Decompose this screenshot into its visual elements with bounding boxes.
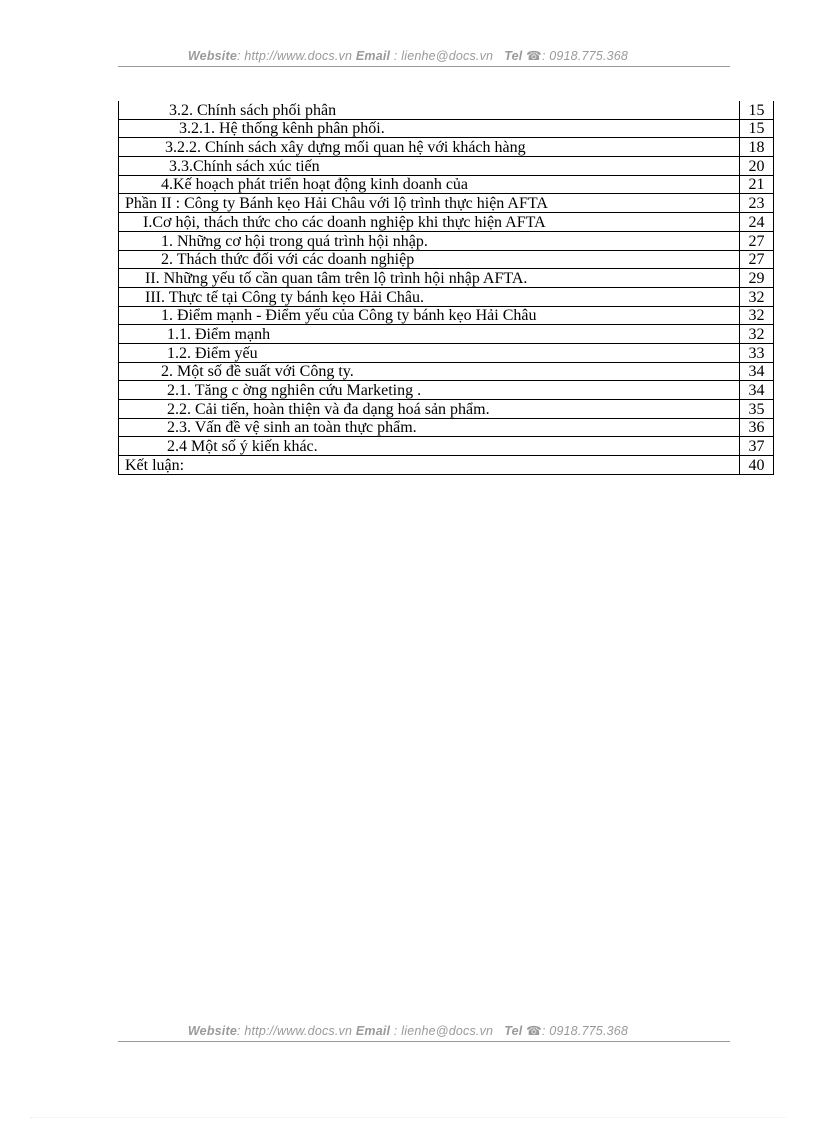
toc-row[interactable] bbox=[119, 418, 774, 437]
toc-entry-page: 24 bbox=[740, 213, 774, 232]
website-url[interactable]: : http://www.docs.vn bbox=[237, 1024, 353, 1038]
toc-row[interactable] bbox=[119, 250, 774, 269]
toc-row[interactable] bbox=[119, 101, 774, 119]
toc-row[interactable] bbox=[119, 213, 774, 232]
website-label: Website bbox=[187, 1024, 237, 1038]
toc-entry-title: 3.2.2. Chính sách xây dựng mối quan hệ với khách hàng bbox=[119, 138, 740, 157]
email-address[interactable]: : lienhe@docs.vn bbox=[390, 49, 494, 63]
toc-row[interactable] bbox=[119, 437, 774, 456]
phone-number: : 0918.775.368 bbox=[541, 49, 629, 63]
toc-entry-title: II. Những yếu tố cần quan tâm trên lộ trình hội nhập AFTA. bbox=[119, 269, 740, 288]
email-address[interactable]: : lienhe@docs.vn bbox=[390, 1024, 494, 1038]
toc-row[interactable] bbox=[119, 362, 774, 381]
toc-entry-page: 20 bbox=[740, 157, 774, 176]
toc-entry-page: 36 bbox=[740, 418, 774, 437]
toc-entry-page: 32 bbox=[740, 287, 774, 306]
toc-row[interactable] bbox=[119, 119, 774, 138]
toc-row[interactable] bbox=[119, 343, 774, 362]
toc-row[interactable] bbox=[119, 269, 774, 288]
phone-icon: ☎ bbox=[526, 1024, 542, 1038]
phone-icon: ☎ bbox=[526, 49, 542, 63]
toc-entry-page: 27 bbox=[740, 231, 774, 250]
toc-entry-title: Phần II : Công ty Bánh kẹo Hải Châu với lộ trình thực hiện AFTA bbox=[119, 194, 740, 213]
toc-entry-title: Kết luận: bbox=[119, 456, 740, 475]
toc-entry-page: 34 bbox=[740, 362, 774, 381]
toc-row[interactable] bbox=[119, 175, 774, 194]
phone-number: : 0918.775.368 bbox=[541, 1024, 629, 1038]
toc-entry-page: 34 bbox=[740, 381, 774, 400]
toc-entry-title: 1.1. Điểm mạnh bbox=[119, 325, 740, 344]
toc-row[interactable] bbox=[119, 194, 774, 213]
toc-entry-title: 2. Một số đề suất với Công ty. bbox=[119, 362, 740, 381]
toc-entry-page: 29 bbox=[740, 269, 774, 288]
email-label: Email bbox=[355, 49, 391, 63]
toc-entry-title: 3.3.Chính sách xúc tiến bbox=[119, 157, 740, 176]
toc-entry-title: 2.2. Cải tiến, hoàn thiện và đa dạng hoá sản phẩm. bbox=[119, 400, 740, 419]
toc-entry-title: 4.Kế hoạch phát triển hoạt động kinh doanh của bbox=[119, 175, 740, 194]
toc-entry-page: 15 bbox=[740, 119, 774, 138]
toc-entry-page: 33 bbox=[740, 343, 774, 362]
website-label: Website bbox=[187, 49, 237, 63]
toc-entry-page: 15 bbox=[740, 101, 774, 119]
toc-entry-title: 3.2. Chính sách phối phân bbox=[119, 101, 740, 119]
toc-row[interactable] bbox=[119, 138, 774, 157]
page-footer bbox=[0, 1023, 816, 1038]
toc-row[interactable] bbox=[119, 231, 774, 250]
toc-entry-page: 32 bbox=[740, 306, 774, 325]
toc-entry-title: 2.3. Vấn đề vệ sinh an toàn thực phẩm. bbox=[119, 418, 740, 437]
toc-entry-page: 40 bbox=[740, 456, 774, 475]
page-bottom-edge bbox=[30, 1117, 786, 1118]
toc-entry-title: I.Cơ hội, thách thức cho các doanh nghiệp khi thực hiện AFTA bbox=[119, 213, 740, 232]
header-divider bbox=[118, 66, 730, 67]
toc-entry-title: 2. Thách thức đối với các doanh nghiệp bbox=[119, 250, 740, 269]
toc-entry-title: 3.2.1. Hệ thống kênh phân phối. bbox=[119, 119, 740, 138]
toc-entry-title: III. Thực tế tại Công ty bánh kẹo Hải Châu. bbox=[119, 287, 740, 306]
toc-entry-title: 1. Điểm mạnh - Điểm yếu của Công ty bánh kẹo Hải Châu bbox=[119, 306, 740, 325]
toc-entry-page: 18 bbox=[740, 138, 774, 157]
toc-row[interactable] bbox=[119, 325, 774, 344]
toc-row[interactable] bbox=[119, 400, 774, 419]
toc-entry-title: 1.2. Điểm yếu bbox=[119, 343, 740, 362]
toc-row[interactable] bbox=[119, 456, 774, 475]
website-url[interactable]: : http://www.docs.vn bbox=[237, 49, 353, 63]
table-of-contents bbox=[118, 101, 774, 475]
tel-label: Tel bbox=[504, 49, 523, 63]
toc-entry-page: 27 bbox=[740, 250, 774, 269]
tel-label: Tel bbox=[504, 1024, 523, 1038]
toc-entry-title: 2.1. Tăng c ờng nghiên cứu Marketing . bbox=[119, 381, 740, 400]
toc-entry-title: 2.4 Một số ý kiến khác. bbox=[119, 437, 740, 456]
toc-row[interactable] bbox=[119, 381, 774, 400]
toc-entry-page: 21 bbox=[740, 175, 774, 194]
toc-entry-page: 35 bbox=[740, 400, 774, 419]
toc-entry-page: 23 bbox=[740, 194, 774, 213]
footer-divider bbox=[118, 1041, 730, 1042]
toc-entry-page: 37 bbox=[740, 437, 774, 456]
toc-row[interactable] bbox=[119, 287, 774, 306]
toc-entry-page: 32 bbox=[740, 325, 774, 344]
toc-row[interactable] bbox=[119, 306, 774, 325]
toc-row[interactable] bbox=[119, 157, 774, 176]
page-header bbox=[0, 48, 816, 63]
toc-entry-title: 1. Những cơ hội trong quá trình hội nhập. bbox=[119, 231, 740, 250]
email-label: Email bbox=[355, 1024, 391, 1038]
